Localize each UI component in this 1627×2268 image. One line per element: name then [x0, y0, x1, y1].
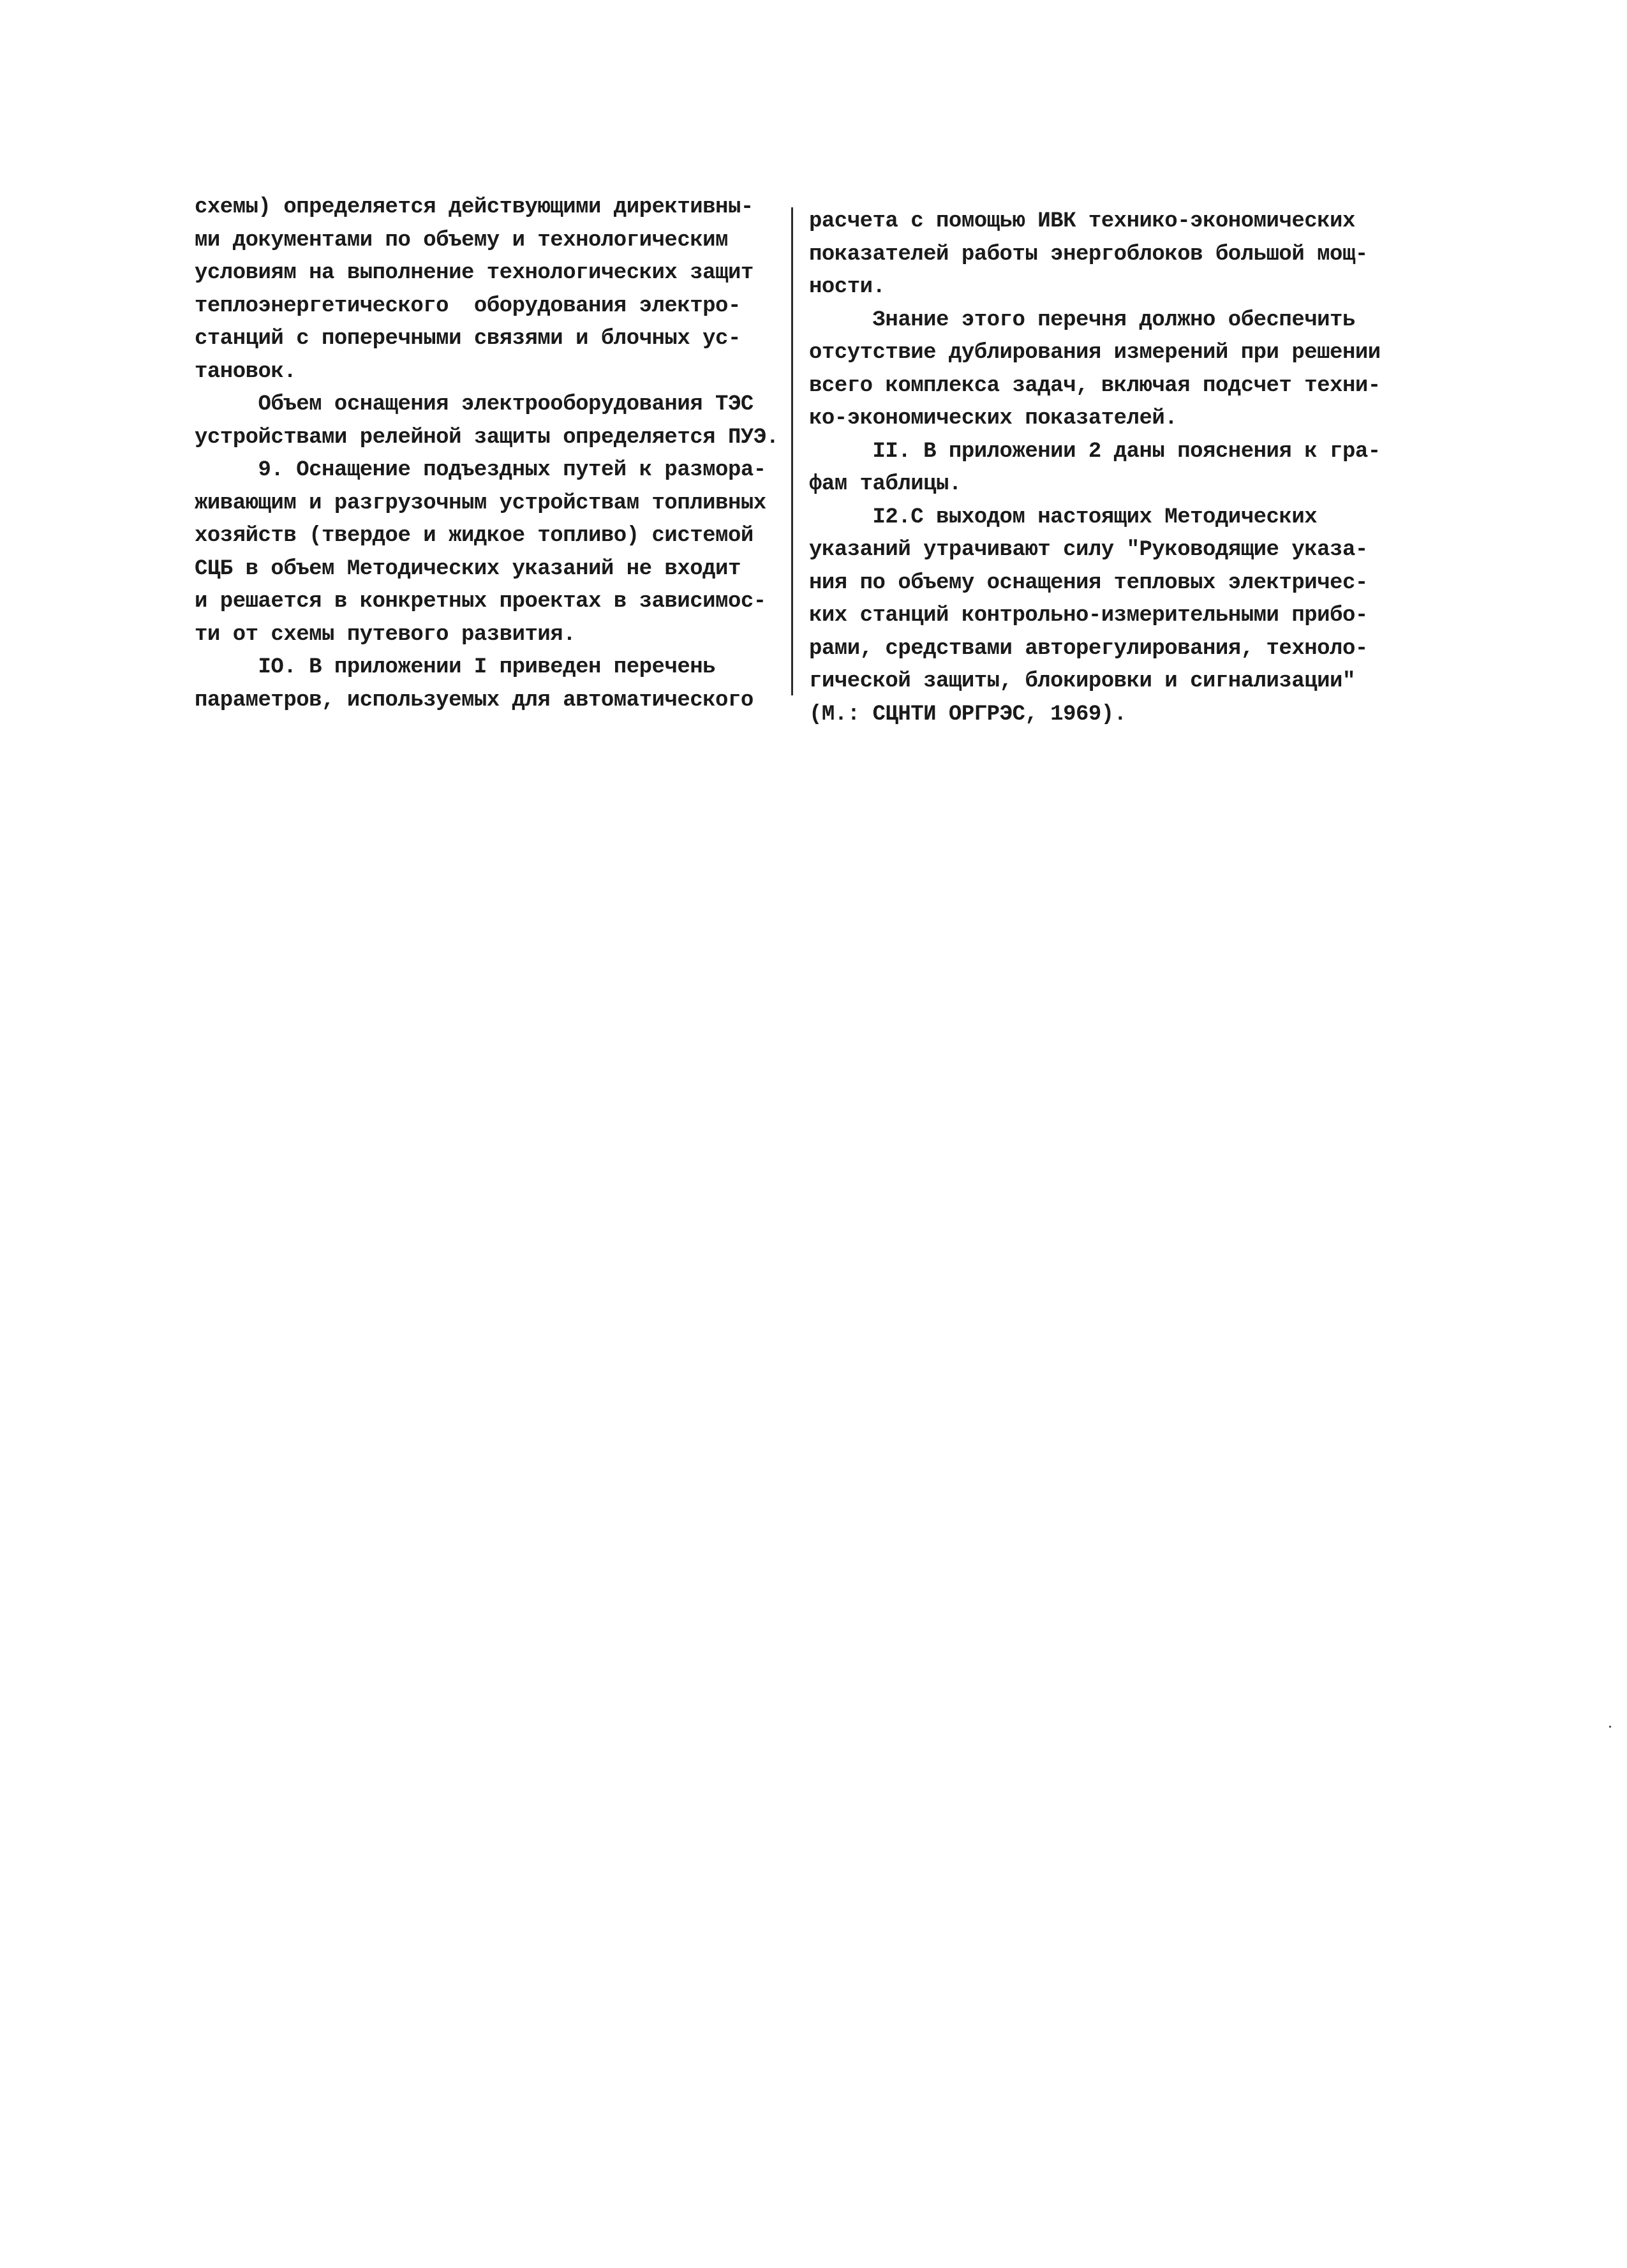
text-line: станций с поперечными связями и блочных ус-	[195, 327, 741, 351]
text-line: рами, средствами авторегулирования, техноло-	[809, 636, 1368, 661]
text-line: ти от схемы путевого развития.	[195, 622, 576, 647]
text-line: ния по объему оснащения тепловых электричес-	[809, 570, 1368, 595]
text-line: Знание этого перечня должно обеспечить	[809, 308, 1355, 332]
text-line: IO. В приложении I приведен перечень	[195, 655, 716, 679]
text-line: теплоэнергетического оборудования электро-	[195, 293, 741, 318]
text-line: тановок.	[195, 359, 297, 384]
text-line: указаний утрачивают силу "Руководящие указа-	[809, 538, 1368, 562]
left-text-column	[195, 191, 778, 717]
text-line: II. В приложении 2 даны пояснения к гра-	[809, 439, 1381, 464]
text-line: живающим и разгрузочным устройствам топливных	[195, 491, 766, 515]
text-line: ких станций контрольно-измерительными прибо-	[809, 604, 1368, 628]
text-line: и решается в конкретных проектах в зависимос-	[195, 589, 766, 614]
text-line: (М.: СЦНТИ ОРГРЭС, 1969).	[809, 702, 1127, 727]
text-line: Объем оснащения электрооборудования ТЭС	[195, 392, 754, 417]
text-line: фам таблицы.	[809, 472, 962, 496]
text-line: расчета с помощью ИВК технико-экономических	[809, 209, 1355, 233]
text-line: параметров, используемых для автоматического	[195, 688, 754, 713]
scan-speck	[1609, 1726, 1611, 1728]
text-line: ко-экономических показателей.	[809, 406, 1178, 431]
right-text-column	[809, 205, 1409, 731]
text-line: гической защиты, блокировки и сигнализации"	[809, 669, 1355, 693]
text-line: СЦБ в объем Методических указаний не входит	[195, 556, 741, 581]
text-line: всего комплекса задач, включая подсчет техни-	[809, 373, 1381, 398]
text-line: 9. Оснащение подъездных путей к размора-	[195, 458, 766, 482]
text-line: отсутствие дублирования измерений при решении	[809, 341, 1381, 365]
text-line: I2.С выходом настоящих Методических	[809, 505, 1318, 530]
text-line: хозяйств (твердое и жидкое топливо) системой	[195, 524, 754, 548]
text-line: ности.	[809, 275, 886, 299]
text-line: ми документами по объему и технологическим	[195, 228, 728, 253]
text-line: схемы) определяется действующими директивны-	[195, 195, 754, 219]
text-line: условиям на выполнение технологических защит	[195, 261, 754, 285]
text-line: устройствами релейной защиты определяется ПУЭ.	[195, 425, 779, 450]
column-divider	[791, 207, 793, 695]
text-line: показателей работы энергоблоков большой мощ-	[809, 242, 1368, 267]
